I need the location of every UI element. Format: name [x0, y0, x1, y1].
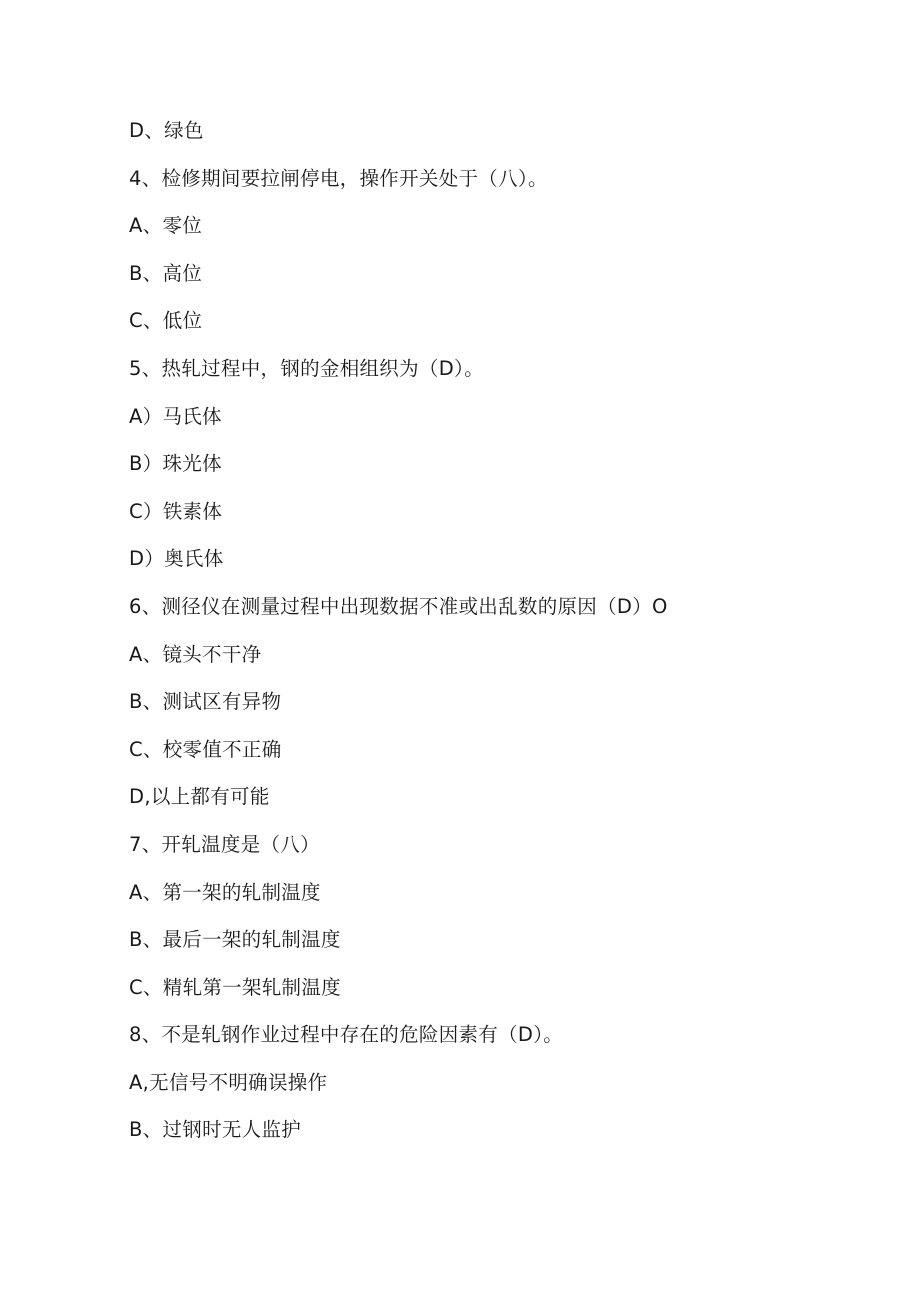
question-line: 8、不是轧钢作业过程中存在的危险因素有（D）。 [129, 1023, 564, 1047]
option-line: C、低位 [129, 309, 203, 333]
option-line: A、零位 [129, 214, 203, 238]
option-line: B）珠光体 [129, 452, 222, 476]
question-line: 6、测径仪在测量过程中出现数据不准或出乱数的原因（D）O [129, 594, 668, 618]
option-line: C、精轧第一架轧制温度 [129, 975, 341, 999]
option-line: B、过钢时无人监护 [129, 1118, 302, 1142]
option-line: D）奥氏体 [129, 547, 224, 571]
option-line: B、最后一架的轧制温度 [129, 928, 341, 952]
option-line: A、镜头不干净 [129, 642, 262, 666]
question-list [129, 111, 668, 1158]
option-line: D、绿色 [129, 119, 204, 142]
option-line: A）马氏体 [129, 404, 222, 428]
option-line: D,以上都有可能 [129, 785, 270, 809]
question-line: 4、检修期间要拉闸停电，操作开关处于（八）。 [129, 166, 548, 190]
option-line: A,无信号不明确误操作 [129, 1070, 328, 1094]
option-line: A、第一架的轧制温度 [129, 880, 321, 904]
option-line: C、校零值不正确 [129, 737, 282, 761]
option-line: B、高位 [129, 261, 203, 285]
option-line: B、测试区有异物 [129, 690, 282, 714]
question-line: 7、开轧温度是（八） [129, 832, 320, 856]
option-line: C）铁素体 [129, 499, 223, 523]
question-line: 5、热轧过程中，钢的金相组织为（D）。 [129, 356, 484, 380]
